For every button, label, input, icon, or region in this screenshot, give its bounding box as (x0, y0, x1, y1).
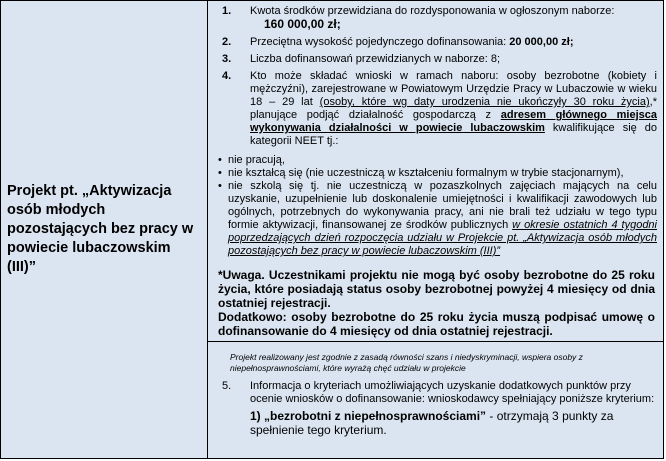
list-item: • nie szkolą się tj. nie uczestniczą w pozaszkolnych zajęciach mających na celu uzyskanie, uzupełnienie lub doskonalenie umiejętności i kwalifikacji zawodowych lub ogólnych, potrzebnych do wykonywania pracy, ani nie brali też udziału w tego typu formie aktywizacji, finansowanej ze środków publicznych w okresie ostatnich 4 tygodni poprzedzających dzień rozpoczęcia udziału w Projekcie pt. „Aktywizacja osób młodych pozostających bez pracy w powiecie lubaczowskim (III)” (218, 180, 657, 257)
neet-bullets (208, 154, 663, 258)
numbered-list (208, 1, 663, 148)
details-cell (208, 1, 663, 458)
warning-note: *Uwaga. Uczestnikami projektu nie mogą być osoby bezrobotne do 25 roku życia, które posiadają status osoby bezrobotnej powyżej 4 miesięcy od dnia ostatniej rejestracji. Dodatkowo: osoby bezrobotne do 25 roku życia muszą podpisać umowę o dofinansowanie do 4 miesięcy od dnia ostatniej rejestracji. (218, 268, 655, 338)
project-label: Projekt pt. „Aktywizacja osób młodych pozostających bez pracy w powiecie lubaczowskim (III)” (7, 183, 194, 275)
list-item: 3. Liczba dofinansowań przewidzianych w naborze: 8; (222, 53, 501, 65)
list-item: • nie pracują, (218, 154, 285, 166)
project-label-cell (1, 1, 208, 458)
list-item: • nie kształcą się (nie uczestniczą w kształceniu formalnym w trybie stacjonarnym), (218, 167, 624, 179)
list-item: 4. Kto może składać wnioski w ramach naboru: osoby bezrobotne (kobiety i mężczyźni), zarejestrowane w Powiatowym Urzędzie Pracy w Lubaczowie w wieku 18 – 29 lat (osoby, które wg daty urodzenia nie ukończyły 30 roku życia),* planujące podjąć działalność gospodarczą z adresem głównego miejsca wykonywania działalności w powiecie lubaczowskim kwalifikujące się do kategorii NEET tj.: (222, 70, 658, 147)
list-item: 2. Przeciętna wysokość pojedynczego dofinansowania: 20 000,00 zł; (222, 36, 574, 48)
equality-note: Projekt realizowany jest zgodnie z zasadą równości szans i niedyskryminacji, wspiera osoby z niepełnosprawnościami, które wyrażą chęć udziału w projekcie (230, 352, 583, 373)
criteria-subitem: 1) „bezrobotni z niepełnosprawnościami” - otrzymają 3 punkty za spełnienie tego kryterium. (250, 409, 614, 437)
criteria-item: 5. Informacja o kryteriach umożliwiających uzyskanie dodatkowych punktów przy ocenie wniosków o dofinansowanie: wnioskodawcy spełniający poniższe kryterium: (222, 380, 655, 405)
list-item: 1. Kwota środków przewidziana do rozdysponowania w ogłoszonym naborze: 160 000,00 zł; (222, 5, 615, 31)
